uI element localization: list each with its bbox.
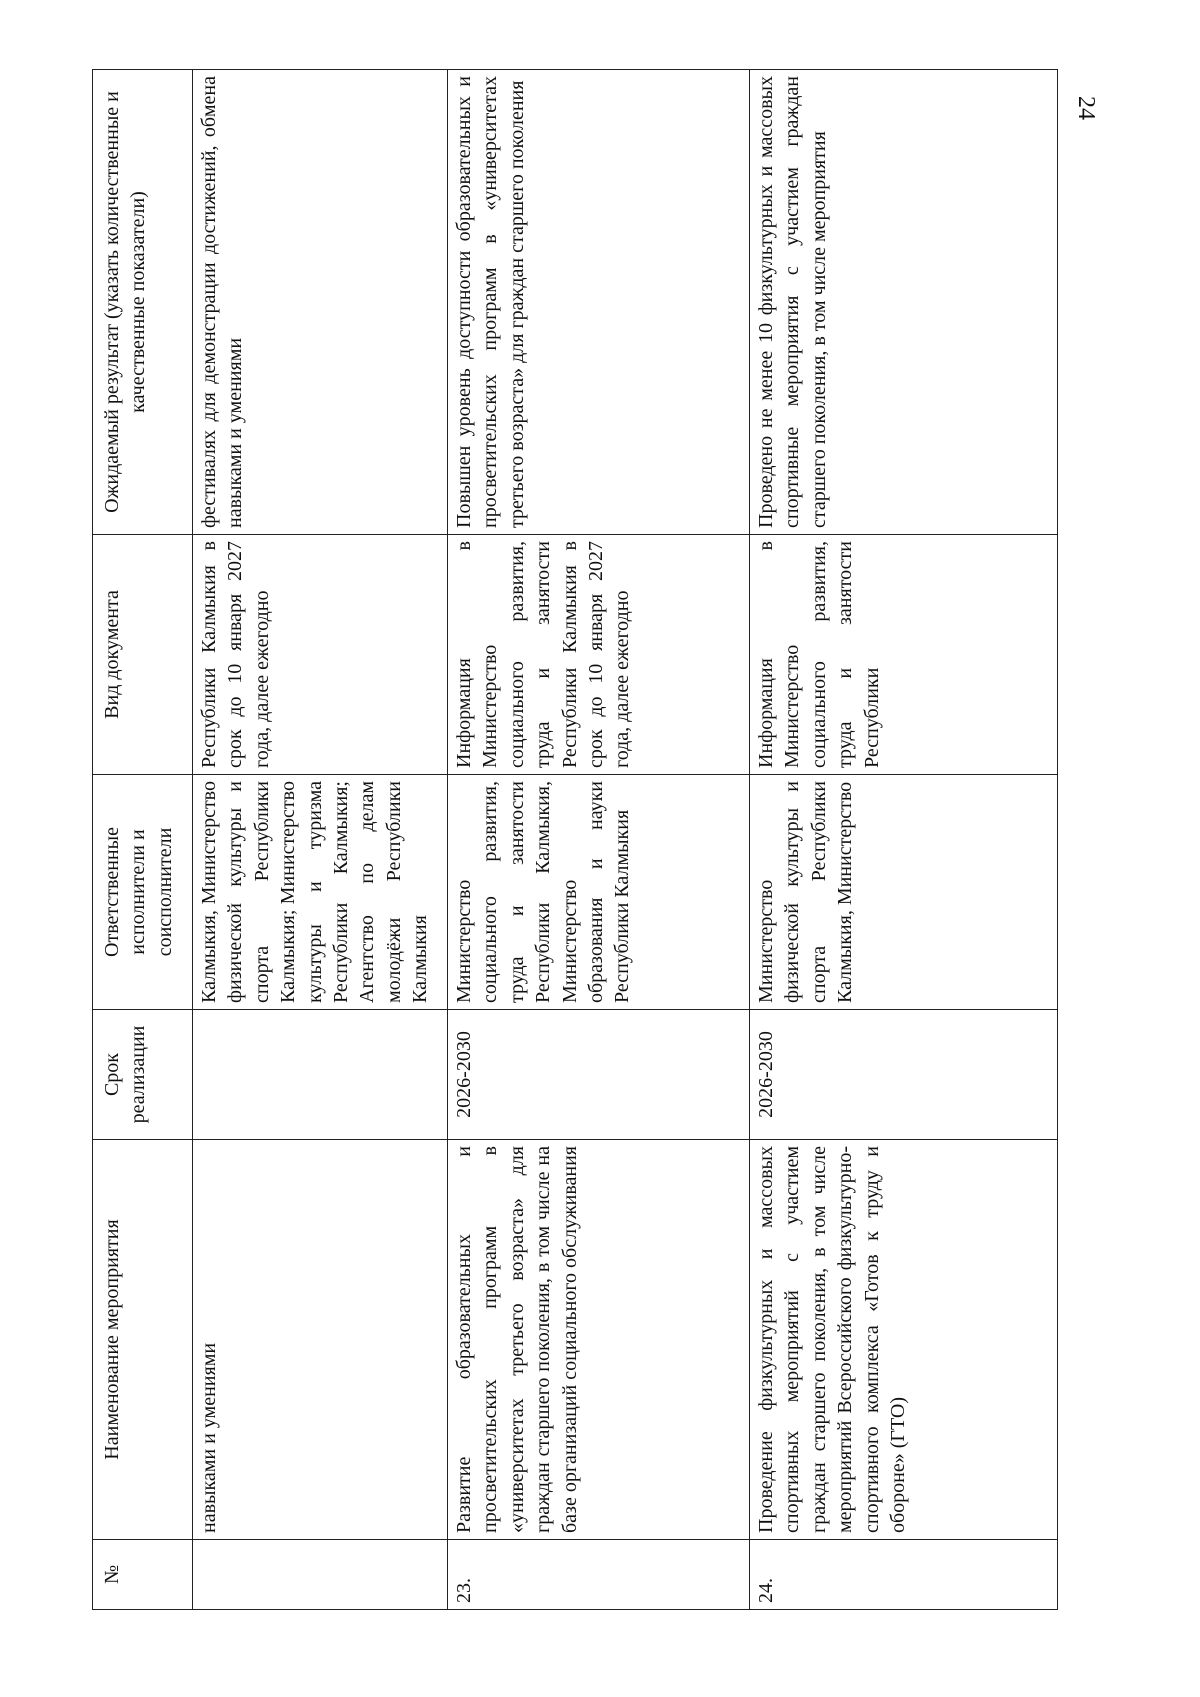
table-row: [448, 70, 750, 1610]
row-term: 2026-2030: [448, 1010, 750, 1140]
row-executors: Калмыкия, Министерство физической культуры и спорта Республики Калмыкия; Министерство культуры и туризма Республики Калмыкия; Агентство по делам молодёжи Республики Калмыкия: [193, 775, 448, 1010]
row-name: Проведение физкультурных и массовых спортивных мероприятий с участием граждан старшего поколения, в том числе мероприятий Всероссийского физкультурно-спортивного комплекса «Готов к труду и обороне» (ГТО): [750, 1140, 1058, 1540]
row-executors: Министерство физической культуры и спорта Республики Калмыкия, Министерство: [750, 775, 1058, 1010]
header-executors: Ответственные исполнители и соисполнители: [93, 775, 193, 1010]
row-num: 24.: [750, 1540, 1058, 1610]
row-term: [193, 1010, 448, 1140]
row-num: [193, 1540, 448, 1610]
row-executors: Министерство социального развития, труда и занятости Республики Калмыкия, Министерство образования и науки Республики Калмыкия: [448, 775, 750, 1010]
row-num: 23.: [448, 1540, 750, 1610]
table-header-row: [93, 70, 193, 1610]
header-num: №: [93, 1540, 193, 1610]
page-number: 24: [1073, 96, 1099, 120]
row-doc: Информация в Министерство социального развития, труда и занятости Республики: [750, 535, 1058, 775]
row-term: 2026-2030: [750, 1010, 1058, 1140]
rotated-table-container: [92, 70, 1057, 1610]
header-term: Срок реализации: [93, 1010, 193, 1140]
row-doc: Республики Калмыкия в срок до 10 января 2027 года, далее ежегодно: [193, 535, 448, 775]
row-name: Развитие образовательных и просветительских программ в «университетах третьего возраста» для граждан старшего поколения, в том числе на базе организаций социального обслуживания: [448, 1140, 750, 1540]
header-doc: Вид документа: [93, 535, 193, 775]
table-row: [750, 70, 1058, 1610]
row-name: навыками и умениями: [193, 1140, 448, 1540]
header-name: Наименование мероприятия: [93, 1140, 193, 1540]
row-result: фестивалях для демонстрации достижений, обмена навыками и умениями: [193, 70, 448, 535]
header-result: Ожидаемый результат (указать количественные и качественные показатели): [93, 70, 193, 535]
row-result: Проведено не менее 10 физкультурных и массовых спортивные мероприятия с участием граждан старшего поколения, в том числе мероприятия: [750, 70, 1058, 535]
action-plan-table: [92, 69, 1058, 1610]
table-row: [193, 70, 448, 1610]
row-result: Повышен уровень доступности образовательных и просветительских программ в «университетах третьего возраста» для граждан старшего поколения: [448, 70, 750, 535]
row-doc: Информация в Министерство социального развития, труда и занятости Республики Калмыкия в срок до 10 января 2027 года, далее ежегодно: [448, 535, 750, 775]
